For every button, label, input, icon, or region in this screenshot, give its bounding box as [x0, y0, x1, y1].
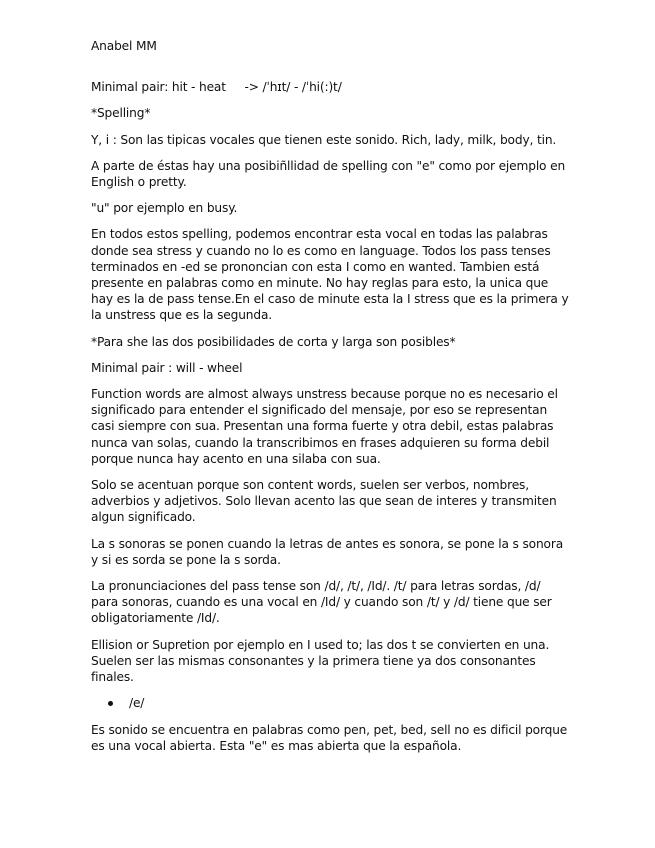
paragraph-ellision: Ellision or Supretion por ejemplo en I used to; las dos t se convierten en una. Suelen ser las mismas consonantes y la primera tiene ya dos consonantes finales. — [91, 637, 550, 685]
bullet-list — [91, 695, 571, 711]
author-name: Anabel MM — [91, 39, 157, 53]
paragraph-stress: En todos estos spelling, podemos encontrar esta vocal en todas las palabras donde sea stress y cuando no lo es como en language. Todos los pass tenses terminados en -ed se prononcian con esta I como en wanted. Tambien está presente en palabras como en minute. No hay reglas para esto, la unica que hay es la de pass tense.En el caso de minute esta la I stress que es la primera y la unstress que es la segunda. — [91, 227, 569, 323]
paragraph-pass-tense: La pronunciaciones del pass tense son /d/, /t/, /Id/. /t/ para letras sordas, /d/ para sonoras, cuando es una vocal en /Id/ y cuando son /t/ y /d/ tiene que ser obligatoriamente /Id/. — [91, 579, 552, 626]
note-she: *Para she las dos posibilidades de corta y larga son posibles* — [91, 334, 456, 349]
paragraph-e-sound: Es sonido se encuentra en palabras como pen, pet, bed, sell no es dificil porque es una vocal abierta. Esta "e" es mas abierta que la española. — [91, 722, 568, 753]
paragraph-function-words: Function words are almost always unstress because porque no es necesario el significado para entender el significado del mensaje, por eso se representan casi siempre con sua. Presentan una forma fuerte y otra debil, estas palabras nunca van solas, cuando la transcribimos en frases adquieren su forma debil porque nunca hay acento en una silaba con sua. — [91, 387, 558, 466]
paragraph-vowels: Y, i : Son las tipicas vocales que tienen este sonido. Rich, lady, milk, body, tin. — [91, 132, 557, 147]
paragraph-content-words: Solo se acentuan porque son content words, suelen ser verbos, nombres, adverbios y adjetivos. Solo llevan acento las que sean de interes y transmiten algun significado. — [91, 478, 557, 525]
spelling-heading: *Spelling* — [91, 106, 151, 121]
bullet-item-e: /e/ — [129, 695, 571, 711]
paragraph-u-spelling: "u" por ejemplo en busy. — [91, 201, 238, 216]
document-body — [91, 38, 571, 764]
minimal-pair-hit-heat: Minimal pair: hit - heat -> /ˈhɪt/ - /ˈhi(:)t/ — [91, 80, 342, 95]
minimal-pair-will-wheel: Minimal pair : will - wheel — [91, 360, 243, 375]
paragraph-e-spelling: A parte de éstas hay una posibiñllidad de spelling con "e" como por ejemplo en English o pretty. — [91, 158, 566, 190]
paragraph-s-sonoras: La s sonoras se ponen cuando la letras de antes es sonora, se pone la s sonora y si es sorda se pone la s sorda. — [91, 536, 564, 567]
